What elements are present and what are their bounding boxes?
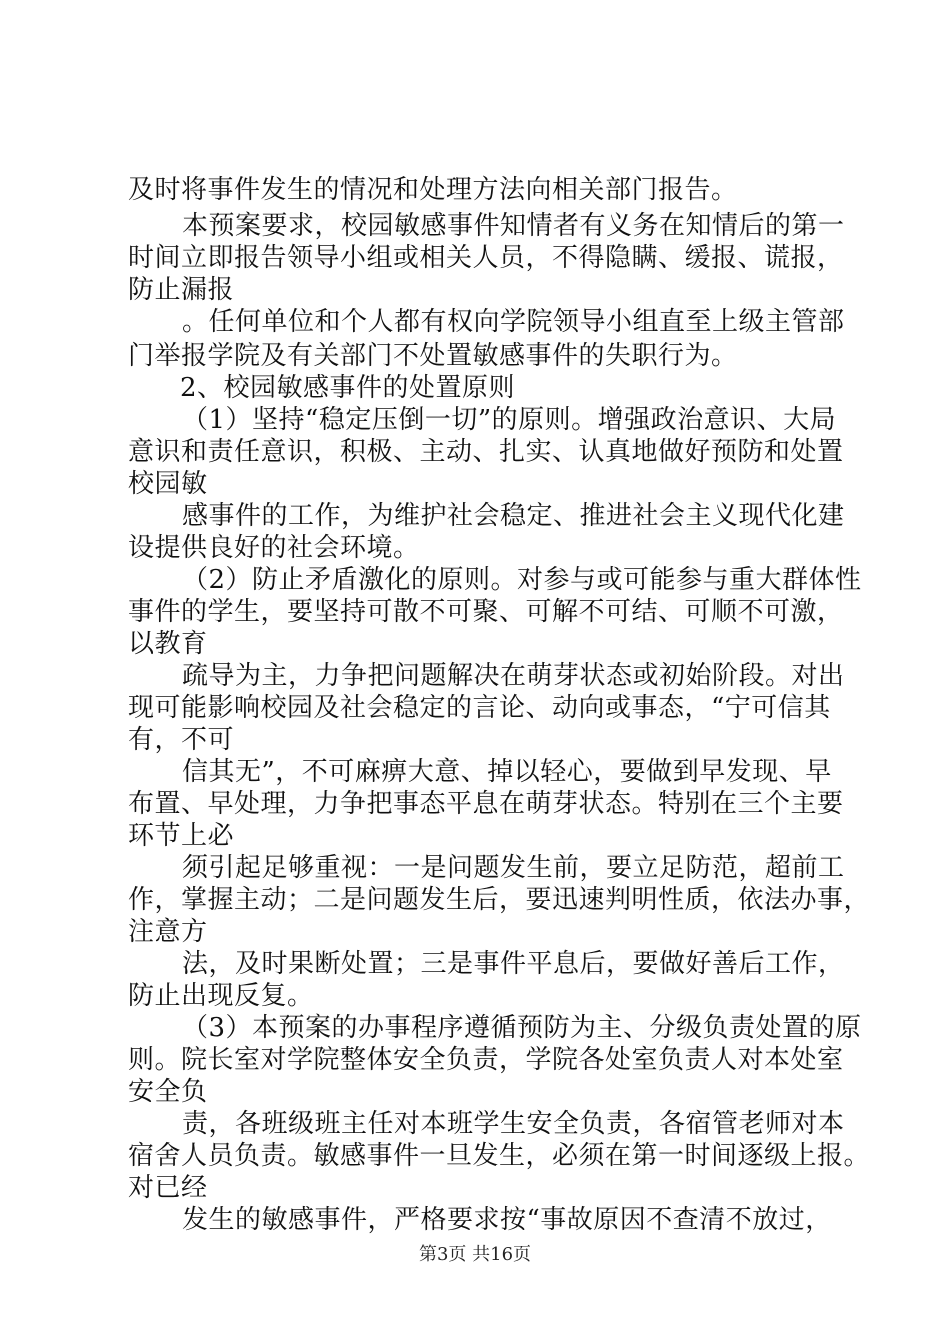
text-line: 现可能影响校园及社会稳定的言论、动向或事态，“宁可信其: [128, 693, 831, 723]
text-line: 意识和责任意识，积极、主动、扎实、认真地做好预防和处置: [128, 437, 844, 467]
section-heading: 2、校园敏感事件的处置原则: [180, 373, 516, 403]
text-line: 有，不可: [128, 725, 235, 755]
text-line: 及时将事件发生的情况和处理方法向相关部门报告。: [128, 175, 738, 205]
text-line: 发生的敏感事件，严格要求按“事故原因不查清不放过，: [182, 1205, 832, 1235]
text-line: 时间立即报告领导小组或相关人员，不得隐瞒、缓报、谎报，: [128, 243, 844, 273]
text-line: （2）防止矛盾激化的原则。对参与或可能参与重大群体性: [182, 565, 862, 595]
text-line: 防止漏报: [128, 275, 235, 305]
text-line: 感事件的工作，为维护社会稳定、推进社会主义现代化建: [182, 501, 845, 531]
text-line: 则。院长室对学院整体安全负责，学院各处室负责人对本处室: [128, 1045, 844, 1075]
text-line: 事件的学生，要坚持可散不可聚、可解不可结、可顺不可激，: [128, 597, 844, 627]
text-line: 以教育: [128, 629, 208, 659]
text-line: 宿舍人员负责。敏感事件一旦发生，必须在第一时间逐级上报。: [128, 1141, 871, 1171]
page-footer: 第3页 共16页: [418, 1244, 532, 1265]
text-line: 环节上必: [128, 821, 235, 851]
text-line: 疏导为主，力争把问题解决在萌芽状态或初始阶段。对出: [182, 661, 845, 691]
text-line: 对已经: [128, 1173, 208, 1203]
text-line: 安全负: [128, 1077, 208, 1107]
text-line: （3）本预案的办事程序遵循预防为主、分级负责处置的原: [182, 1013, 862, 1043]
text-line: （1）坚持“稳定压倒一切”的原则。增强政治意识、大局: [182, 405, 837, 435]
text-line: 信其无”，不可麻痹大意、掉以轻心，要做到早发现、早: [182, 757, 832, 787]
text-line: 。任何单位和个人都有权向学院领导小组直至上级主管部: [182, 307, 845, 337]
text-line: 布置、早处理，力争把事态平息在萌芽状态。特别在三个主要: [128, 789, 844, 819]
text-line: 作，掌握主动；二是问题发生后，要迅速判明性质，依法办事，: [128, 885, 871, 915]
text-line: 责，各班级班主任对本班学生安全负责，各宿管老师对本: [182, 1109, 845, 1139]
text-line: 须引起足够重视：一是问题发生前，要立足防范，超前工: [182, 853, 845, 883]
text-line: 校园敏: [128, 469, 208, 499]
text-line: 法，及时果断处置；三是事件平息后，要做好善后工作，: [182, 949, 845, 979]
text-line: 设提供良好的社会环境。: [128, 533, 420, 563]
text-line: 注意方: [128, 917, 208, 947]
text-line: 本预案要求，校园敏感事件知情者有义务在知情后的第一: [182, 211, 845, 241]
text-line: 门举报学院及有关部门不处置敏感事件的失职行为。: [128, 341, 738, 371]
text-line: 防止出现反复。: [128, 981, 314, 1011]
